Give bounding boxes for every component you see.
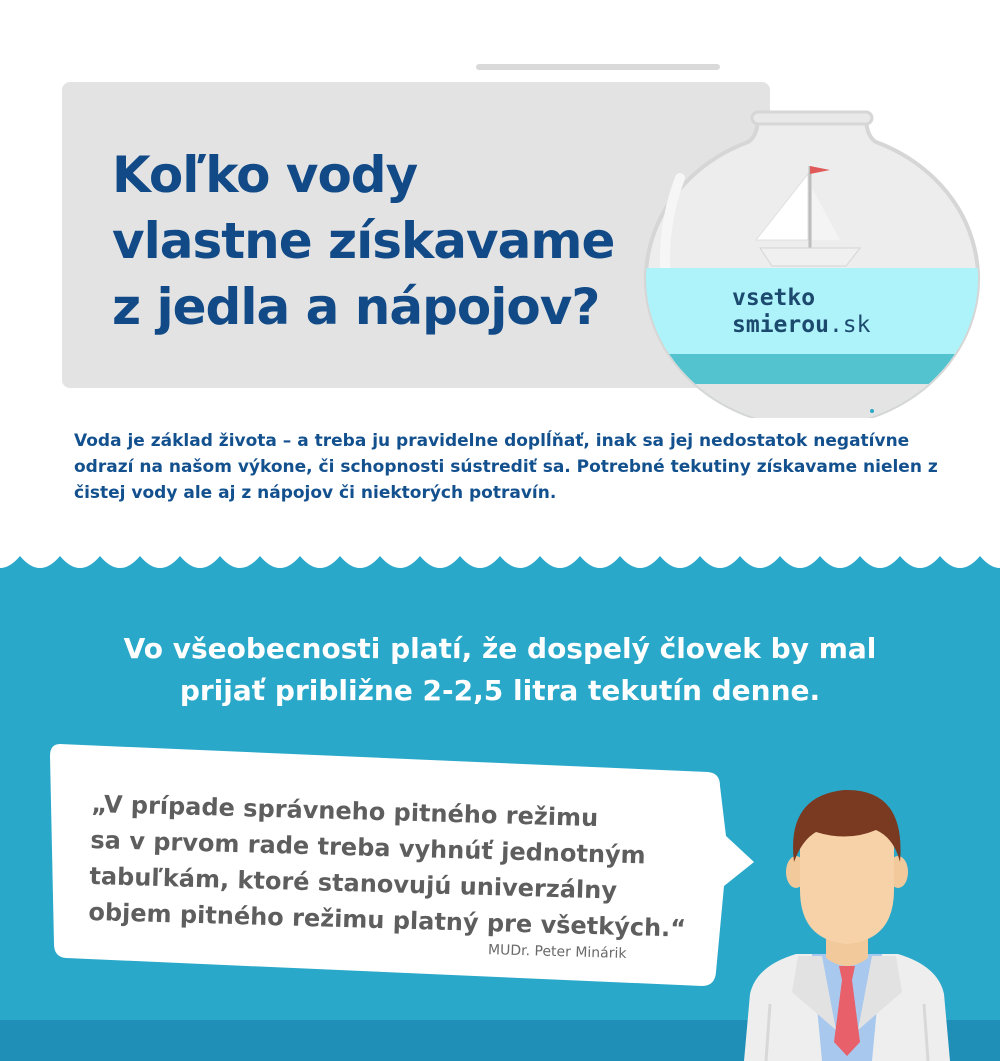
fishbowl-logo-illustration [640, 108, 984, 418]
quote-line: tabuľkám, ktoré stanovujú univerzálny [89, 861, 618, 905]
logo-text-line2 [732, 312, 871, 338]
quote-line: sa v prvom rade treba vyhnúť jednotným [90, 825, 647, 870]
intro-paragraph: Voda je základ života – a treba ju pravidelne doplĺňať, inak sa jej nedostatok negatívne odrazí na našom výkone, či schopnosti sústrediť sa. Potrebné tekutiny získavame nielen z čistej vody ale aj z nápojov či niektorých potravín. [74, 431, 938, 503]
quote-line: objem pitného režimu platný pre všetkých.“ [88, 897, 687, 943]
title-line: z jedla a nápojov? [112, 278, 600, 336]
logo-text-line1: vsetko [732, 285, 816, 311]
doctor-quote [88, 786, 712, 947]
quote-author: MUDr. Peter Minárik [487, 942, 627, 962]
decorative-line [476, 64, 720, 70]
title-line: vlastne získavame [112, 212, 615, 270]
doctor-avatar [736, 780, 958, 1061]
headline-line: Vo všeobecnosti platí, že dospelý človek by mal [123, 632, 877, 665]
page-title [112, 142, 672, 340]
bowl-rim [752, 112, 872, 124]
quote-line: „V prípade správneho pitného režimu [91, 789, 599, 833]
logo-suffix: .sk [828, 312, 871, 338]
headline [60, 628, 940, 712]
logo-main: smierou [732, 312, 829, 338]
wave-border [0, 538, 1000, 598]
headline-line: prijať približne 2-2,5 litra tekutín denne. [179, 674, 821, 707]
title-line: Koľko vody [112, 146, 418, 204]
